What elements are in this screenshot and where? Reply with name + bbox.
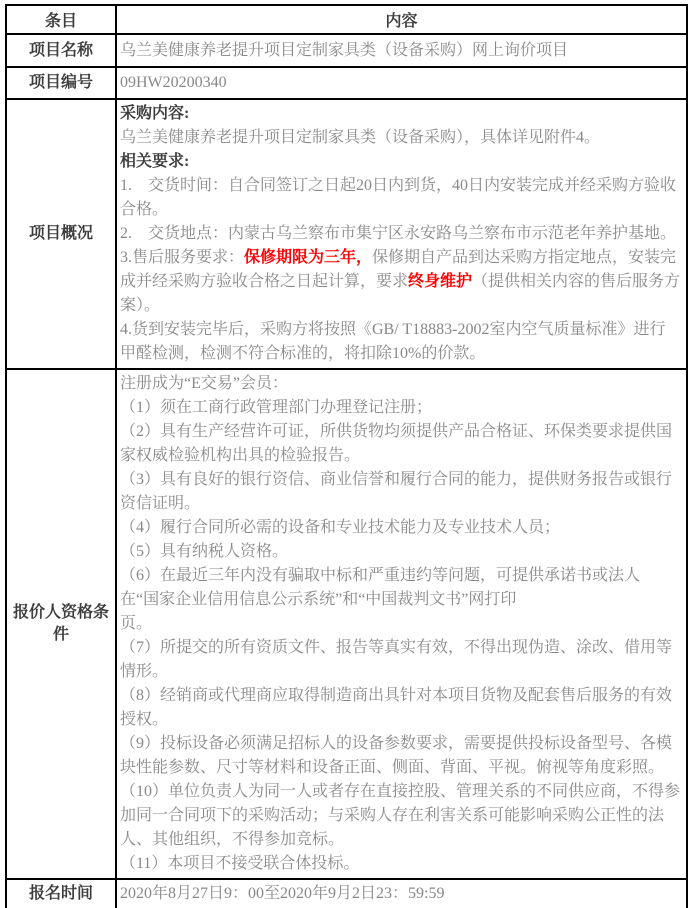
content-line bbox=[120, 294, 682, 318]
text-segment: 人、其他组织，不得参加竞标。 bbox=[120, 831, 345, 848]
content-line bbox=[120, 492, 682, 516]
text-segment: 案）。 bbox=[120, 297, 161, 314]
text-segment: （1）须在工商行政管理部门办理登记注册； bbox=[120, 399, 433, 416]
content-line bbox=[120, 828, 682, 852]
content-line bbox=[120, 222, 682, 246]
row-content-project-number bbox=[116, 67, 687, 99]
content-line bbox=[120, 804, 682, 828]
highlighted-red-text: 保修期限为三年， bbox=[244, 249, 373, 266]
text-segment: （5）具有纳税人资格。 bbox=[120, 543, 289, 560]
row-content-project-name bbox=[116, 34, 687, 67]
row-label-project-name: 项目名称 bbox=[6, 34, 116, 67]
text-segment: 保修期自产品到达采购方指定地点，安装完 bbox=[372, 249, 677, 266]
column-header-item: 条目 bbox=[6, 5, 116, 34]
content-line bbox=[120, 444, 682, 468]
text-segment: 成并经采购方验收合格之日起计算，要求 bbox=[120, 273, 409, 290]
text-segment: 资信证明。 bbox=[120, 495, 201, 512]
text-segment: 情形。 bbox=[120, 663, 169, 680]
table-row-project-overview bbox=[6, 99, 687, 369]
content-line bbox=[120, 882, 682, 906]
text-segment: 2020年8月27日9：00至2020年9月2日23：59:59 bbox=[120, 885, 445, 902]
content-line bbox=[120, 318, 682, 342]
row-content-registration-time bbox=[116, 879, 687, 908]
table-row-bidder-qualifications bbox=[6, 369, 687, 879]
content-line bbox=[120, 564, 682, 588]
content-line bbox=[120, 102, 682, 126]
content-line bbox=[120, 270, 682, 294]
text-segment: 乌兰美健康养老提升项目定制家具类（设备采购），具体详见附件4。 bbox=[120, 129, 601, 146]
content-line bbox=[120, 636, 682, 660]
text-segment: （11）本项目不接受联合体投标。 bbox=[120, 855, 360, 872]
text-segment: 2. 交货地点：内蒙古乌兰察布市集宁区永安路乌兰察布市示范老年养护基地。 bbox=[120, 225, 677, 242]
row-label-project-number: 项目编号 bbox=[6, 67, 116, 99]
content-line bbox=[120, 468, 682, 492]
text-segment: 注册成为“E交易”会员： bbox=[120, 375, 288, 392]
text-segment: 家权威检验机构出具的检验报告。 bbox=[120, 447, 361, 464]
row-content-bidder-qualifications bbox=[116, 369, 687, 879]
text-segment: 加同一合同项下的采购活动；与采购人存在利害关系可能影响采购公正性的法 bbox=[120, 807, 665, 824]
row-label-bidder-qualifications: 报价人资格条件 bbox=[6, 369, 116, 879]
bold-heading-text: 相关要求: bbox=[120, 153, 190, 170]
table-row-registration-time bbox=[6, 879, 687, 908]
text-segment: 3.售后服务要求： bbox=[120, 249, 245, 266]
content-line bbox=[120, 756, 682, 780]
content-line bbox=[120, 612, 682, 636]
text-segment: 09HW20200340 bbox=[120, 74, 227, 91]
text-segment: （10）单位负责人为同一人或者存在直接控股、管理关系的不同供应商，不得参 bbox=[120, 783, 681, 800]
content-line bbox=[120, 246, 682, 270]
text-segment: 乌兰美健康养老提升项目定制家具类（设备采购）网上询价项目 bbox=[120, 41, 569, 59]
table-row-project-number bbox=[6, 67, 687, 99]
content-line bbox=[120, 660, 682, 684]
text-segment: （6）在最近三年内没有骗取中标和严重违约等问题，可提供承诺书或法人 bbox=[120, 567, 641, 584]
content-line bbox=[120, 540, 682, 564]
content-line bbox=[120, 396, 682, 420]
row-label-project-overview: 项目概况 bbox=[6, 99, 116, 369]
text-segment: （7）所提交的所有资质文件、报告等真实有效，不得出现伪造、涂改、借用等 bbox=[120, 639, 673, 656]
content-line bbox=[120, 198, 682, 222]
content-line bbox=[120, 708, 682, 732]
content-line bbox=[120, 174, 682, 198]
content-line bbox=[120, 780, 682, 804]
content-line bbox=[120, 852, 682, 876]
content-line bbox=[120, 126, 682, 150]
content-line bbox=[120, 588, 682, 612]
text-segment: 在“国家企业信用信息公示系统”和“中国裁判文书”网打印 bbox=[120, 591, 517, 608]
text-segment: 页。 bbox=[120, 615, 153, 632]
text-segment: （8）经销商或代理商应取得制造商出具针对本项目货物及配套售后服务的有效 bbox=[120, 687, 673, 704]
content-line bbox=[120, 71, 682, 95]
content-line bbox=[120, 39, 682, 63]
text-segment: （2）具有生产经营许可证，所供货物均须提供产品合格证、环保类要求提供国 bbox=[120, 423, 673, 440]
content-line bbox=[120, 150, 682, 174]
content-line bbox=[120, 732, 682, 756]
text-segment: （提供相关内容的售后服务方 bbox=[472, 273, 681, 290]
text-segment: 授权。 bbox=[120, 711, 169, 728]
content-line bbox=[120, 342, 682, 366]
text-segment: （4）履行合同所必需的设备和专业技术能力及专业技术人员； bbox=[120, 519, 561, 536]
content-line bbox=[120, 420, 682, 444]
text-segment: 4.货到安装完毕后，采购方将按照《GB/ T18883-2002室内空气质量标准》进行 bbox=[120, 321, 666, 338]
text-segment: （9）投标设备必须满足招标人的设备参数要求，需要提供投标设备型号、各模 bbox=[120, 735, 673, 752]
table-row-project-name bbox=[6, 34, 687, 67]
procurement-table bbox=[5, 4, 688, 908]
content-line bbox=[120, 372, 682, 396]
row-label-registration-time: 报名时间 bbox=[6, 879, 116, 908]
header-row bbox=[6, 5, 687, 34]
content-line bbox=[120, 684, 682, 708]
text-segment: （3）具有良好的银行资信、商业信誉和履行合同的能力，提供财务报告或银行 bbox=[120, 471, 673, 488]
row-content-project-overview bbox=[116, 99, 687, 369]
column-header-content: 内容 bbox=[116, 5, 687, 34]
text-segment: 块性能参数、尺寸等材料和设备正面、侧面、背面、平视。俯视等角度彩照。 bbox=[120, 759, 665, 776]
bold-heading-text: 采购内容: bbox=[120, 105, 190, 122]
text-segment: 合格。 bbox=[120, 201, 169, 218]
text-segment: 甲醛检测，检测不符合标准的，将扣除10%的价款。 bbox=[120, 345, 486, 362]
highlighted-red-text: 终身维护 bbox=[408, 273, 473, 290]
text-segment: 1. 交货时间：自合同签订之日起20日内到货，40日内安装完成并经采购方验收 bbox=[120, 177, 677, 194]
content-line bbox=[120, 516, 682, 540]
